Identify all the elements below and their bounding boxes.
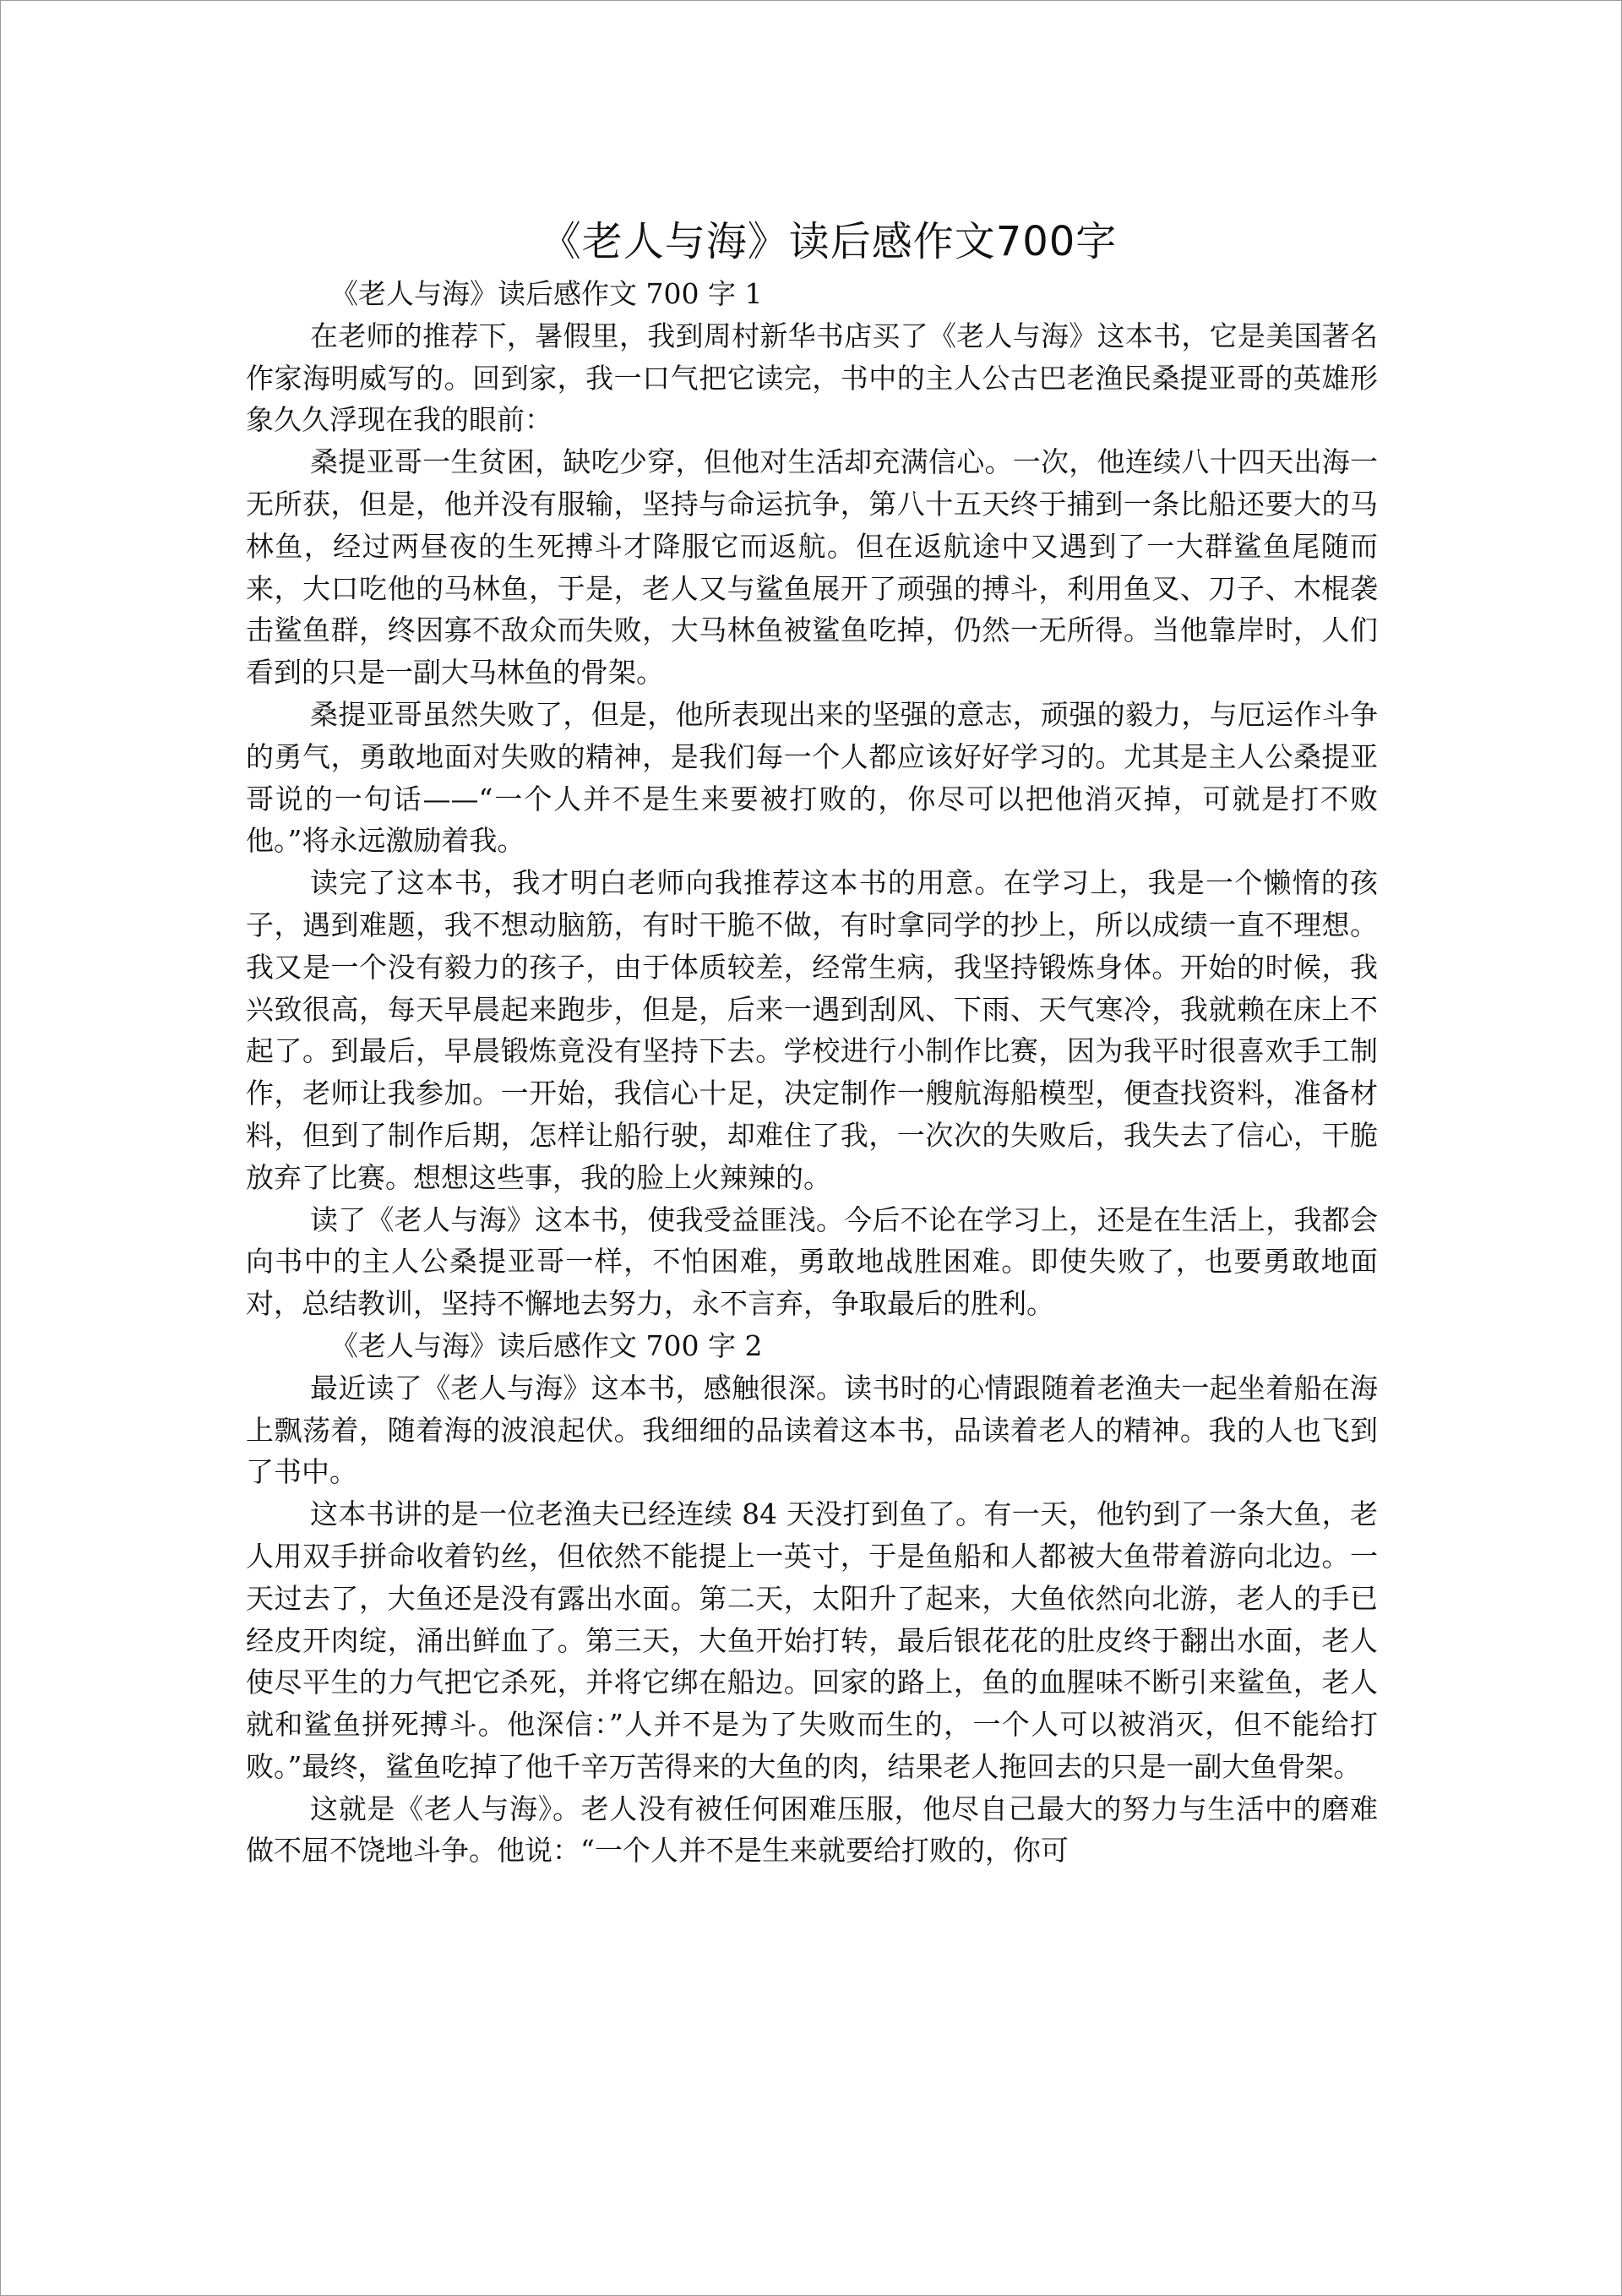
paragraph: 在老师的推荐下，暑假里，我到周村新华书店买了《老人与海》这本书，它是美国著名作家海明威写的。回到家，我一口气把它读完，书中的主人公古巴老渔民桑提亚哥的英雄形象久久浮现在我的眼前：	[246, 319, 1378, 437]
section-1	[246, 273, 1378, 1325]
paragraph: 这就是《老人与海》。老人没有被任何困难压服，他尽自己最大的努力与生活中的磨难做不屈不饶地斗争。他说：“一个人并不是生来就要给打败的，你可	[246, 1792, 1378, 1868]
paragraph: 桑提亚哥虽然失败了，但是，他所表现出来的坚强的意志，顽强的毅力，与厄运作斗争的勇气，勇敢地面对失败的精神，是我们每一个人都应该好好学习的。尤其是主人公桑提亚哥说的一句话——“一个人并不是生来要被打败的，你尽可以把他消灭掉，可就是打不败他。”将永远激励着我。	[246, 697, 1378, 858]
section-heading: 《老人与海》读后感作文 700 字 2	[330, 1328, 763, 1362]
section-heading: 《老人与海》读后感作文 700 字 1	[330, 277, 763, 310]
paragraph: 桑提亚哥一生贫困，缺吃少穿，但他对生活却充满信心。一次，他连续八十四天出海一无所获，但是，他并没有服输，坚持与命运抗争，第八十五天终于捕到一条比船还要大的马林鱼，经过两昼夜的生死搏斗才降服它而返航。但在返航途中又遇到了一大群鲨鱼尾随而来，大口吃他的马林鱼，于是，老人又与鲨鱼展开了顽强的搏斗，利用鱼叉、刀子、木棍袭击鲨鱼群，终因寡不敌众而失败，大马林鱼被鲨鱼吃掉，仍然一无所得。当他靠岸时，人们看到的只是一副大马林鱼的骨架。	[246, 445, 1378, 690]
paragraph: 这本书讲的是一位老渔夫已经连续 84 天没打到鱼了。有一天，他钓到了一条大鱼，老人用双手拼命收着钓丝，但依然不能提上一英寸，于是鱼船和人都被大鱼带着游向北边。一天过去了，大鱼还是没有露出水面。第二天，太阳升了起来，大鱼依然向北游，老人的手已经皮开肉绽，涌出鲜血了。第三天，大鱼开始打转，最后银花花的肚皮终于翻出水面，老人使尽平生的力气把它杀死，并将它绑在船边。回家的路上，鱼的血腥味不断引来鲨鱼，老人就和鲨鱼拼死搏斗。他深信：”人并不是为了失败而生的，一个人可以被消灭，但不能给打败。”最终，鲨鱼吃掉了他千辛万苦得来的大鱼的肉，结果老人拖回去的只是一副大鱼骨架。	[246, 1497, 1378, 1783]
paragraph: 读完了这本书，我才明白老师向我推荐这本书的用意。在学习上，我是一个懒惰的孩子，遇到难题，我不想动脑筋，有时干脆不做，有时拿同学的抄上，所以成绩一直不理想。我又是一个没有毅力的孩子，由于体质较差，经常生病，我坚持锻炼身体。开始的时候，我兴致很高，每天早晨起来跑步，但是，后来一遇到刮风、下雨、天气寒冷，我就赖在床上不起了。到最后，早晨锻炼竟没有坚持下去。学校进行小制作比赛，因为我平时很喜欢手工制作，老师让我参加。一开始，我信心十足，决定制作一艘航海船模型，便查找资料，准备材料，但到了制作后期，怎样让船行驶，却难住了我，一次次的失败后，我失去了信心，干脆放弃了比赛。想想这些事，我的脸上火辣辣的。	[246, 866, 1378, 1194]
section-2	[246, 1325, 1378, 1872]
document-body	[246, 212, 1378, 1872]
paragraph: 读了《老人与海》这本书，使我受益匪浅。今后不论在学习上，还是在生活上，我都会向书中的主人公桑提亚哥一样，不怕困难，勇敢地战胜困难。即使失败了，也要勇敢地面对，总结教训，坚持不懈地去努力，永不言弃，争取最后的胜利。	[246, 1203, 1378, 1321]
paragraph: 最近读了《老人与海》这本书，感触很深。读书时的心情跟随着老渔夫一起坐着船在海上飘荡着，随着海的波浪起伏。我细细的品读着这本书，品读着老人的精神。我的人也飞到了书中。	[246, 1371, 1378, 1489]
document-title: 《老人与海》读后感作文700字	[540, 218, 1118, 265]
